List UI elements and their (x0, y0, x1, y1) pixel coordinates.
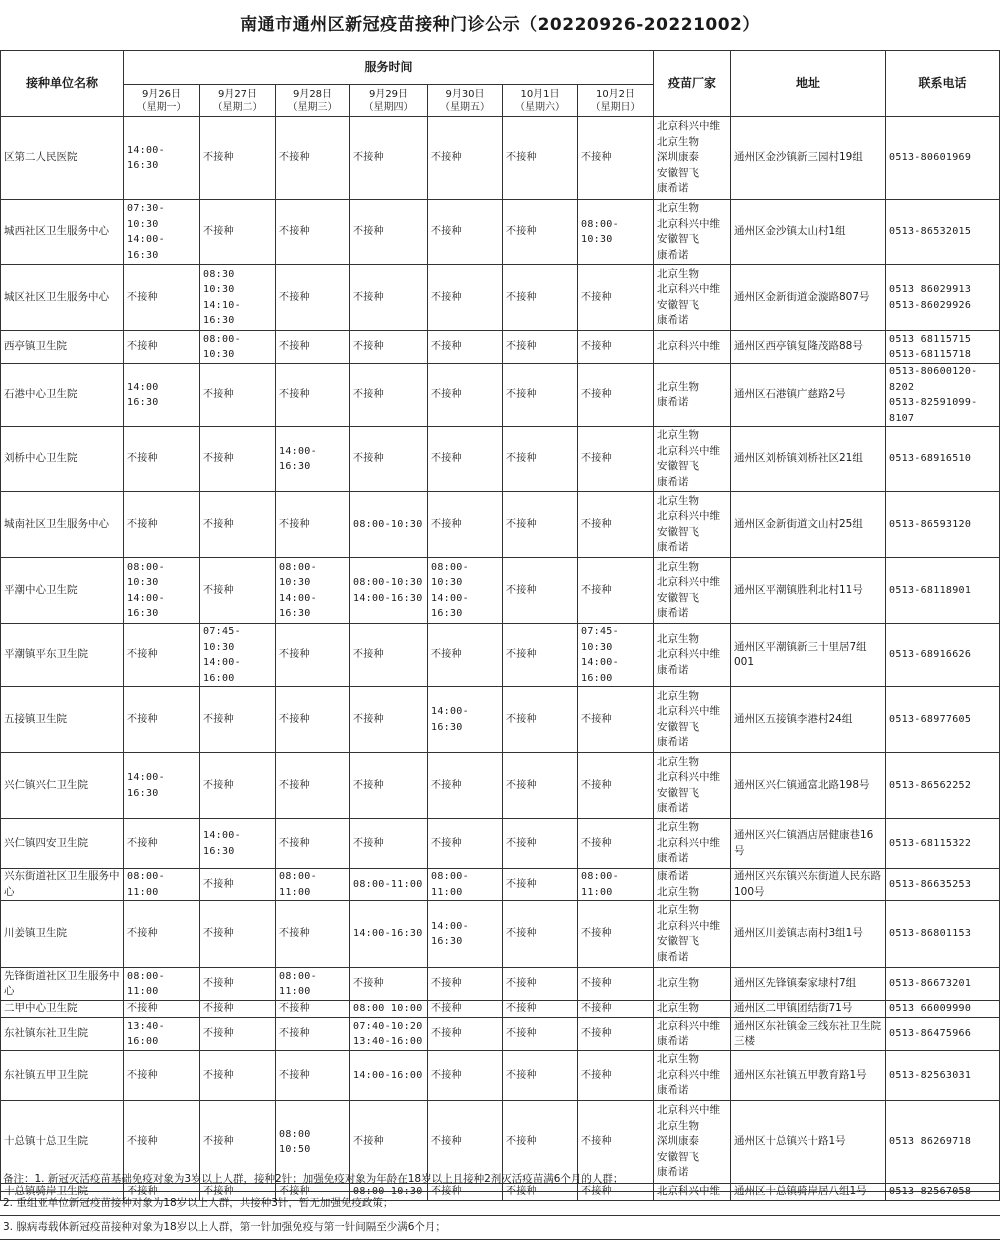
schedule-cell: 不接种 (503, 869, 578, 901)
phone-cell: 0513-68916626 (886, 624, 1000, 687)
address-cell: 通州区十总镇兴十路1号 (731, 1101, 886, 1184)
header-unit: 接种单位名称 (1, 51, 124, 117)
table-row (1, 687, 1000, 753)
vendor-cell: 北京科兴中维 北京生物 深圳康泰 安徽智飞 康希诺 (654, 117, 731, 200)
schedule-cell: 不接种 (350, 117, 428, 200)
schedule-cell: 不接种 (578, 968, 654, 1001)
schedule-cell: 不接种 (503, 968, 578, 1001)
table-row (1, 200, 1000, 265)
address-cell: 通州区西亭镇复隆茂路88号 (731, 331, 886, 364)
table-row (1, 869, 1000, 901)
schedule-cell: 不接种 (578, 117, 654, 200)
schedule-cell: 不接种 (503, 624, 578, 687)
unit-name-cell: 城西社区卫生服务中心 (1, 200, 124, 265)
schedule-cell: 不接种 (200, 117, 276, 200)
schedule-cell: 14:00-16:30 (276, 427, 350, 492)
vendor-cell: 北京生物 北京科兴中维 康希诺 (654, 624, 731, 687)
header-day (276, 85, 350, 117)
header-row (1, 51, 1000, 85)
vendor-cell: 北京生物 康希诺 (654, 364, 731, 427)
unit-name-cell: 东社镇五甲卫生院 (1, 1051, 124, 1101)
schedule-cell: 不接种 (124, 901, 200, 968)
table-row (1, 624, 1000, 687)
vendor-cell: 北京生物 北京科兴中维 安徽智飞 康希诺 (654, 558, 731, 624)
schedule-cell: 08:00-11:00 (124, 869, 200, 901)
schedule-cell: 14:00-16:30 (350, 901, 428, 968)
schedule-cell: 14:00-16:30 (200, 819, 276, 869)
schedule-cell: 08:00-10:30 14:00-16:30 (124, 558, 200, 624)
phone-cell: 0513 66009990 (886, 1001, 1000, 1018)
schedule-cell: 08:00-10:30 14:00-16:30 (276, 558, 350, 624)
schedule-cell: 不接种 (200, 753, 276, 819)
phone-cell: 0513-86475966 (886, 1018, 1000, 1051)
address-cell: 通州区兴东镇兴东街道人民东路100号 (731, 869, 886, 901)
schedule-cell: 不接种 (428, 331, 503, 364)
header-vendor: 疫苗厂家 (654, 51, 731, 117)
schedule-cell: 不接种 (124, 492, 200, 558)
schedule-cell: 不接种 (578, 265, 654, 331)
unit-name-cell: 二甲中心卫生院 (1, 1001, 124, 1018)
schedule-cell: 不接种 (428, 364, 503, 427)
schedule-cell: 不接种 (428, 753, 503, 819)
table-row (1, 1051, 1000, 1101)
address-cell: 通州区二甲镇团结街71号 (731, 1001, 886, 1018)
schedule-cell: 不接种 (124, 265, 200, 331)
schedule-cell: 08:00-10:30 14:00-16:30 (428, 558, 503, 624)
schedule-cell: 08:00 10:30 (350, 1184, 428, 1201)
address-cell: 通州区金沙镇太山村1组 (731, 200, 886, 265)
phone-cell: 0513 68115715 0513-68115718 (886, 331, 1000, 364)
schedule-cell: 不接种 (578, 427, 654, 492)
vendor-cell: 北京生物 北京科兴中维 安徽智飞 康希诺 (654, 265, 731, 331)
vendor-cell: 北京科兴中维 (654, 1184, 731, 1201)
phone-cell: 0513-82563031 (886, 1051, 1000, 1101)
schedule-cell: 14:00-16:30 (124, 753, 200, 819)
header-day-weekday: （星期六） (515, 101, 565, 113)
schedule-cell: 不接种 (200, 1001, 276, 1018)
address-cell: 通州区兴仁镇通富北路198号 (731, 753, 886, 819)
schedule-cell: 不接种 (578, 364, 654, 427)
unit-name-cell: 城南社区卫生服务中心 (1, 492, 124, 558)
schedule-cell: 不接种 (350, 265, 428, 331)
header-day (350, 85, 428, 117)
table-row (1, 968, 1000, 1001)
unit-name-cell: 平潮镇平东卫生院 (1, 624, 124, 687)
schedule-cell: 不接种 (276, 901, 350, 968)
schedule-cell: 不接种 (578, 901, 654, 968)
schedule-cell: 不接种 (350, 200, 428, 265)
unit-name-cell: 城区社区卫生服务中心 (1, 265, 124, 331)
schedule-cell: 不接种 (124, 427, 200, 492)
schedule-cell: 不接种 (428, 200, 503, 265)
schedule-cell: 不接种 (350, 624, 428, 687)
schedule-cell: 08:00-11:00 (276, 869, 350, 901)
schedule-cell: 不接种 (350, 427, 428, 492)
header-day-date: 10月1日 (520, 88, 560, 100)
vendor-cell: 北京生物 北京科兴中维 安徽智飞 康希诺 (654, 687, 731, 753)
schedule-cell: 不接种 (200, 869, 276, 901)
schedule-cell: 不接种 (124, 624, 200, 687)
header-day (578, 85, 654, 117)
vendor-cell: 北京生物 (654, 1001, 731, 1018)
schedule-cell: 不接种 (428, 117, 503, 200)
address-cell: 通州区东社镇五甲教育路1号 (731, 1051, 886, 1101)
table-row (1, 558, 1000, 624)
schedule-cell: 不接种 (200, 492, 276, 558)
schedule-cell: 不接种 (578, 558, 654, 624)
schedule-cell: 08:30 10:30 14:10-16:30 (200, 265, 276, 331)
vendor-cell: 北京科兴中维 (654, 331, 731, 364)
unit-name-cell: 先锋街道社区卫生服务中心 (1, 968, 124, 1001)
header-address: 地址 (731, 51, 886, 117)
schedule-cell: 不接种 (200, 558, 276, 624)
schedule-cell: 不接种 (578, 1001, 654, 1018)
schedule-cell: 不接种 (200, 1051, 276, 1101)
phone-cell: 0513-86593120 (886, 492, 1000, 558)
schedule-cell: 不接种 (276, 1051, 350, 1101)
note-2: 2. 重组亚单位新冠疫苗接种对象为18岁以上人群，共接种3针，暂无加强免疫政策； (0, 1192, 1000, 1216)
unit-name-cell: 兴东街道社区卫生服务中心 (1, 869, 124, 901)
schedule-cell: 不接种 (276, 492, 350, 558)
schedule-cell: 不接种 (350, 968, 428, 1001)
schedule-cell: 不接种 (428, 819, 503, 869)
schedule-cell: 不接种 (503, 200, 578, 265)
schedule-cell: 不接种 (200, 901, 276, 968)
table-row (1, 819, 1000, 869)
schedule-cell: 不接种 (428, 1184, 503, 1201)
schedule-cell: 不接种 (503, 901, 578, 968)
phone-cell: 0513-68916510 (886, 427, 1000, 492)
table-row (1, 901, 1000, 968)
schedule-cell: 不接种 (428, 265, 503, 331)
schedule-cell: 不接种 (503, 1101, 578, 1184)
schedule-cell: 13:40-16:00 (124, 1018, 200, 1051)
note-3: 3. 腺病毒载体新冠疫苗接种对象为18岁以上人群，第一针加强免疫与第一针间隔至少满6个月； (0, 1216, 1000, 1240)
schedule-cell: 08:00-10:30 14:00-16:30 (350, 558, 428, 624)
address-cell: 通州区五接镇李港村24组 (731, 687, 886, 753)
vendor-cell: 北京科兴中维 北京生物 深圳康泰 安徽智飞 康希诺 (654, 1101, 731, 1184)
schedule-cell: 08:00-11:00 (124, 968, 200, 1001)
table-row (1, 117, 1000, 200)
unit-name-cell: 东社镇东社卫生院 (1, 1018, 124, 1051)
phone-cell: 0513-86532015 (886, 200, 1000, 265)
schedule-cell: 不接种 (578, 1184, 654, 1201)
schedule-cell: 不接种 (200, 1018, 276, 1051)
schedule-cell: 不接种 (503, 364, 578, 427)
table-row (1, 427, 1000, 492)
schedule-cell: 不接种 (200, 1101, 276, 1184)
schedule-cell: 14:00-16:30 (428, 687, 503, 753)
note-1: 备注：1. 新冠灭活疫苗基础免疫对象为3岁以上人群，接种2针；加强免疫对象为年龄在18岁以上且接种2剂灭活疫苗满6个月的人群； (0, 1168, 1000, 1192)
phone-cell: 0513 86029913 0513-86029926 (886, 265, 1000, 331)
phone-cell: 0513-80601969 (886, 117, 1000, 200)
header-service-time: 服务时间 (124, 51, 654, 85)
header-day-date: 10月2日 (595, 88, 636, 100)
address-cell: 通州区先锋镇秦家埭村7组 (731, 968, 886, 1001)
schedule-cell: 不接种 (503, 331, 578, 364)
vendor-cell: 北京生物 北京科兴中维 安徽智飞 康希诺 (654, 901, 731, 968)
vendor-cell: 北京生物 (654, 968, 731, 1001)
header-day-date: 9月30日 (445, 88, 485, 100)
table-row (1, 1018, 1000, 1051)
phone-cell: 0513 86269718 (886, 1101, 1000, 1184)
notes (0, 1168, 1000, 1240)
address-cell: 通州区金新街道文山村25组 (731, 492, 886, 558)
schedule-cell: 不接种 (350, 819, 428, 869)
schedule-cell: 不接种 (503, 558, 578, 624)
schedule-cell: 不接种 (124, 1001, 200, 1018)
unit-name-cell: 石港中心卫生院 (1, 364, 124, 427)
schedule-cell: 不接种 (276, 1018, 350, 1051)
schedule-cell: 不接种 (124, 1184, 200, 1201)
schedule-cell: 不接种 (276, 1001, 350, 1018)
schedule-cell: 07:40-10:20 13:40-16:00 (350, 1018, 428, 1051)
schedule-cell: 08:00 10:50 (276, 1101, 350, 1184)
page-title: 南通市通州区新冠疫苗接种门诊公示（20220926-20221002） (240, 15, 760, 35)
table-row (1, 753, 1000, 819)
schedule-cell: 08:00-11:00 (276, 968, 350, 1001)
schedule-body (1, 117, 1000, 1201)
header-phone: 联系电话 (886, 51, 1000, 117)
address-cell: 通州区兴仁镇酒店居健康巷16号 (731, 819, 886, 869)
vendor-cell: 北京生物 北京科兴中维 康希诺 (654, 1051, 731, 1101)
address-cell: 通州区金新街道金漩路807号 (731, 265, 886, 331)
schedule-cell: 08:00-10:30 (578, 200, 654, 265)
address-cell: 通州区川姜镇志南村3组1号 (731, 901, 886, 968)
unit-name-cell: 川姜镇卫生院 (1, 901, 124, 968)
schedule-cell: 不接种 (578, 331, 654, 364)
vendor-cell: 北京生物 北京科兴中维 康希诺 (654, 819, 731, 869)
header-day-weekday: （星期四） (363, 101, 414, 113)
schedule-cell: 不接种 (276, 265, 350, 331)
schedule-cell: 不接种 (503, 1184, 578, 1201)
phone-cell: 0513-68118901 (886, 558, 1000, 624)
header-day-date: 9月26日 (141, 88, 182, 100)
vendor-cell: 北京生物 北京科兴中维 安徽智飞 康希诺 (654, 753, 731, 819)
schedule-table (0, 50, 1000, 1201)
header-day (124, 85, 200, 117)
schedule-cell: 不接种 (124, 1051, 200, 1101)
schedule-cell: 不接种 (200, 1184, 276, 1201)
unit-name-cell: 西亭镇卫生院 (1, 331, 124, 364)
schedule-cell: 不接种 (276, 200, 350, 265)
unit-name-cell: 十总镇十总卫生院 (1, 1101, 124, 1184)
schedule-cell: 不接种 (503, 117, 578, 200)
address-cell: 通州区平潮镇胜利北村11号 (731, 558, 886, 624)
phone-cell: 0513-80600120-8202 0513-82591099-8107 (886, 364, 1000, 427)
phone-cell: 0513-68115322 (886, 819, 1000, 869)
unit-name-cell: 平潮中心卫生院 (1, 558, 124, 624)
schedule-cell: 不接种 (503, 687, 578, 753)
vendor-cell: 北京生物 北京科兴中维 安徽智飞 康希诺 (654, 427, 731, 492)
schedule-cell: 不接种 (124, 1101, 200, 1184)
vendor-cell: 北京生物 北京科兴中维 安徽智飞 康希诺 (654, 492, 731, 558)
schedule-cell: 不接种 (350, 1101, 428, 1184)
schedule-cell: 不接种 (276, 819, 350, 869)
header-day (200, 85, 276, 117)
schedule-cell: 不接种 (578, 819, 654, 869)
table-row (1, 364, 1000, 427)
header-day (428, 85, 503, 117)
schedule-cell: 不接种 (578, 1051, 654, 1101)
schedule-cell: 不接种 (200, 687, 276, 753)
schedule-cell: 08:00-10:30 (200, 331, 276, 364)
phone-cell: 0513-68977605 (886, 687, 1000, 753)
table-row (1, 492, 1000, 558)
unit-name-cell: 五接镇卫生院 (1, 687, 124, 753)
schedule-cell: 不接种 (276, 687, 350, 753)
table-row (1, 265, 1000, 331)
schedule-cell: 08:00-11:00 (578, 869, 654, 901)
schedule-cell: 不接种 (578, 687, 654, 753)
phone-cell: 0513-86562252 (886, 753, 1000, 819)
vendor-cell: 北京科兴中维 康希诺 (654, 1018, 731, 1051)
address-cell: 通州区十总镇骑岸居八组1号 (731, 1184, 886, 1201)
unit-name-cell: 十总镇骑岸卫生院 (1, 1184, 124, 1201)
schedule-cell: 不接种 (578, 753, 654, 819)
schedule-cell: 14:00-16:00 (350, 1051, 428, 1101)
address-cell: 通州区刘桥镇刘桥社区21组 (731, 427, 886, 492)
schedule-cell: 不接种 (200, 200, 276, 265)
schedule-cell: 不接种 (428, 1001, 503, 1018)
schedule-cell: 不接种 (503, 427, 578, 492)
schedule-cell: 不接种 (578, 1018, 654, 1051)
schedule-cell: 不接种 (578, 1101, 654, 1184)
schedule-cell: 不接种 (428, 1051, 503, 1101)
unit-name-cell: 兴仁镇兴仁卫生院 (1, 753, 124, 819)
schedule-cell: 不接种 (200, 364, 276, 427)
schedule-cell: 不接种 (503, 265, 578, 331)
schedule-cell: 不接种 (276, 624, 350, 687)
schedule-cell: 不接种 (428, 427, 503, 492)
schedule-cell: 不接种 (578, 492, 654, 558)
schedule-cell: 08:00-11:00 (428, 869, 503, 901)
vendor-cell: 康希诺 北京生物 (654, 869, 731, 901)
header-day (503, 85, 578, 117)
header-day-date: 9月28日 (292, 88, 333, 100)
schedule-cell: 07:45-10:30 14:00-16:00 (578, 624, 654, 687)
schedule-cell: 不接种 (428, 968, 503, 1001)
address-cell: 通州区石港镇广慈路2号 (731, 364, 886, 427)
header-day-date: 9月29日 (368, 88, 409, 100)
schedule-cell: 不接种 (503, 1051, 578, 1101)
schedule-cell: 不接种 (428, 492, 503, 558)
schedule-cell: 不接种 (503, 492, 578, 558)
schedule-cell: 不接种 (350, 331, 428, 364)
address-cell: 通州区平潮镇新三十里居7组001 (731, 624, 886, 687)
phone-cell: 0513-86801153 (886, 901, 1000, 968)
phone-cell: 0513 82567058 (886, 1184, 1000, 1201)
schedule-cell: 14:00-16:30 (428, 901, 503, 968)
schedule-cell: 不接种 (428, 1018, 503, 1051)
schedule-cell: 08:00-11:00 (350, 869, 428, 901)
schedule-cell: 不接种 (200, 968, 276, 1001)
schedule-cell: 不接种 (276, 331, 350, 364)
unit-name-cell: 区第二人民医院 (1, 117, 124, 200)
schedule-cell: 不接种 (503, 819, 578, 869)
table-row (1, 331, 1000, 364)
header-day-weekday: （星期日） (590, 101, 641, 113)
header-day-weekday: （星期二） (212, 101, 263, 113)
unit-name-cell: 刘桥中心卫生院 (1, 427, 124, 492)
address-cell: 通州区东社镇金三线东社卫生院三楼 (731, 1018, 886, 1051)
phone-cell: 0513-86635253 (886, 869, 1000, 901)
schedule-cell: 不接种 (276, 117, 350, 200)
schedule-cell: 不接种 (503, 1018, 578, 1051)
phone-cell: 0513-86673201 (886, 968, 1000, 1001)
schedule-cell: 不接种 (503, 1001, 578, 1018)
header-day-date: 9月27日 (217, 88, 258, 100)
header-day-weekday: （星期五） (440, 101, 490, 113)
schedule-cell: 不接种 (428, 1101, 503, 1184)
schedule-cell: 不接种 (200, 427, 276, 492)
unit-name-cell: 兴仁镇四安卫生院 (1, 819, 124, 869)
schedule-cell: 不接种 (350, 753, 428, 819)
header-day-weekday: （星期三） (287, 101, 338, 113)
schedule-cell: 不接种 (276, 364, 350, 427)
schedule-cell: 不接种 (124, 819, 200, 869)
schedule-cell: 不接种 (350, 687, 428, 753)
schedule-cell: 14:00 16:30 (124, 364, 200, 427)
table-row (1, 1001, 1000, 1018)
schedule-cell: 不接种 (276, 1184, 350, 1201)
schedule-cell: 不接种 (124, 331, 200, 364)
schedule-cell: 不接种 (350, 364, 428, 427)
schedule-cell: 07:30-10:30 14:00-16:30 (124, 200, 200, 265)
schedule-cell: 不接种 (124, 687, 200, 753)
schedule-cell: 08:00 10:00 (350, 1001, 428, 1018)
schedule-cell: 14:00-16:30 (124, 117, 200, 200)
schedule-cell: 不接种 (503, 753, 578, 819)
address-cell: 通州区金沙镇新三园村19组 (731, 117, 886, 200)
header-day-weekday: （星期一） (136, 101, 187, 113)
schedule-cell: 08:00-10:30 (350, 492, 428, 558)
schedule-cell: 07:45-10:30 14:00-16:00 (200, 624, 276, 687)
schedule-cell: 不接种 (276, 753, 350, 819)
schedule-cell: 不接种 (428, 624, 503, 687)
vendor-cell: 北京生物 北京科兴中维 安徽智飞 康希诺 (654, 200, 731, 265)
